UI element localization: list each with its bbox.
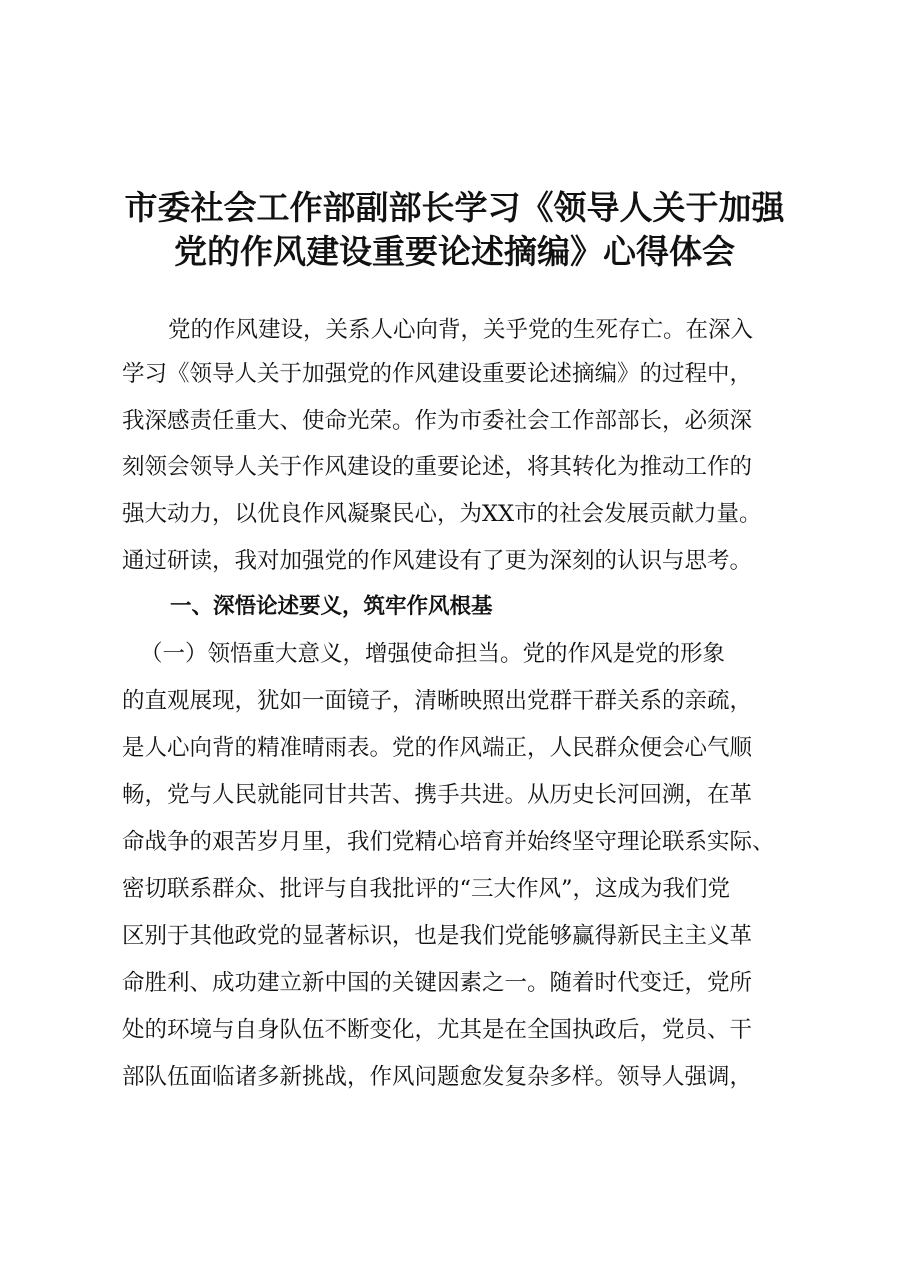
- section1-line-5: 命战争的艰苦岁月里，我们党精心培育并始终坚守理论联系实际、: [122, 829, 775, 855]
- section1-line-1: （一）领悟重大意义，增强使命担当。党的作风是党的形象: [140, 641, 726, 667]
- section1-line-9: 处的环境与自身队伍不断变化，尤其是在全国执政后，党员、干: [122, 1017, 753, 1043]
- document-title-line-2: 党的作风建设重要论述摘编》心得体会: [174, 232, 735, 271]
- section1-line-3: 是人心向背的精准晴雨表。党的作风端正，人民群众便会心气顺: [122, 735, 753, 761]
- intro-line-2: 学习《领导人关于加强党的作风建设重要论述摘编》的过程中，: [122, 361, 753, 387]
- section1-line-10: 部队伍面临诸多新挑战，作风问题愈发复杂多样。领导人强调，: [122, 1064, 753, 1090]
- intro-line-1: 党的作风建设，关系人心向背，关乎党的生死存亡。在深入: [168, 317, 754, 343]
- intro-line-6: 通过研读，我对加强党的作风建设有了更为深刻的认识与思考。: [122, 548, 753, 574]
- section-heading-1: 一、深悟论述要义，筑牢作风根基: [170, 594, 493, 619]
- section1-line-6: 密切联系群众、批评与自我批评的“三大作风”，这成为我们党: [122, 876, 731, 902]
- intro-line-5: 强大动力，以优良作风凝聚民心，为XX市的社会发展贡献力量。: [122, 501, 762, 527]
- intro-line-3: 我深感责任重大、使命光荣。作为市委社会工作部部长，必须深: [122, 408, 753, 434]
- section1-line-7: 区别于其他政党的显著标识，也是我们党能够赢得新民主主义革: [122, 923, 753, 949]
- intro-line-4: 刻领会领导人关于作风建设的重要论述，将其转化为推动工作的: [122, 454, 753, 480]
- document-title-line-1: 市委社会工作部副部长学习《领导人关于加强: [124, 188, 785, 227]
- section1-line-4: 畅，党与人民就能同甘共苦、携手共进。从历史长河回溯，在革: [122, 782, 753, 808]
- section1-line-8: 命胜利、成功建立新中国的关键因素之一。随着时代变迁，党所: [122, 970, 753, 996]
- section1-line-2: 的直观展现，犹如一面镜子，清晰映照出党群干群关系的亲疏，: [122, 688, 753, 714]
